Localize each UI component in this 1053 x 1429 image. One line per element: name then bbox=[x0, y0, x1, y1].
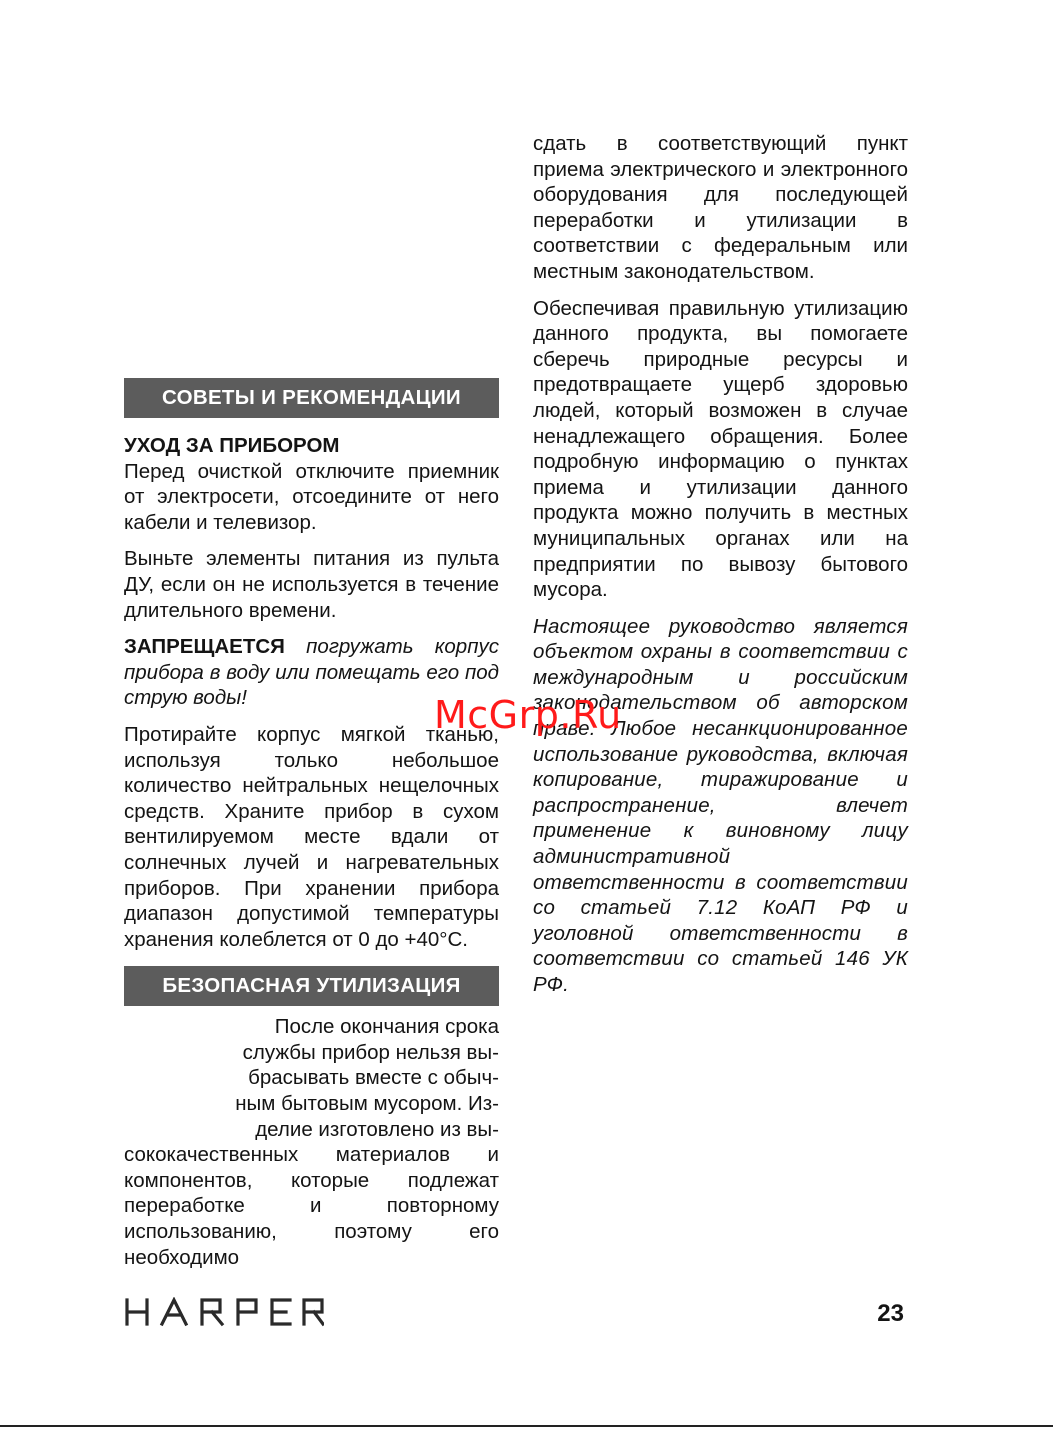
right-column bbox=[533, 131, 908, 1009]
care-paragraph-3: Протирайте корпус мягкой тканью, используя только небольшое количество нейтральных нещелочных средств. Храните прибор в сухом вентилируемом месте вдали от солнечных лучей и нагревательных приборов. При хранении прибора диапазон допустимой температуры хранения колеблется от 0 до +40°С. bbox=[124, 722, 499, 951]
disposal-line: ным бытовым мусором. Из- bbox=[235, 1092, 499, 1116]
care-paragraph-1: Перед очисткой отключите приемник от электросети, отсоедините от него кабели и телевизор. bbox=[124, 459, 499, 534]
left-column bbox=[124, 378, 499, 1281]
disposal-paragraph-rest: сококачественных материалов и компонентов, которые подлежат переработке и повторному использованию, поэтому его необходимо bbox=[124, 1143, 499, 1269]
harper-logo bbox=[124, 1297, 324, 1327]
warning-text: погружать корпус прибора в воду или помещать его под струю воды! bbox=[124, 635, 499, 710]
disposal-continued-paragraph: сдать в соответствующий пункт приема электрического и электронного оборудования для последующей переработки и утилизации в соответствии с федеральным или местным законодательством. bbox=[533, 132, 908, 283]
disposal-line: После окончания срока bbox=[274, 1015, 499, 1039]
page-number: 23 bbox=[877, 1300, 904, 1327]
disposal-line: службы прибор нельзя вы- bbox=[242, 1040, 499, 1064]
section-title-disposal: БЕЗОПАСНАЯ УТИЛИЗАЦИЯ bbox=[124, 966, 499, 1006]
section-title-tips: СОВЕТЫ И РЕКОМЕНДАЦИИ bbox=[124, 378, 499, 418]
watermark: McGrp.Ru bbox=[434, 693, 622, 737]
disposal-text bbox=[124, 1014, 499, 1270]
bottom-rule bbox=[0, 1425, 1053, 1427]
disposal-indented-lines bbox=[124, 1014, 499, 1142]
warning-label: ЗАПРЕЩАЕТСЯ bbox=[124, 635, 285, 659]
care-paragraph-2: Выньте элементы питания из пульта ДУ, если он не используется в течение длительного времени. bbox=[124, 547, 499, 622]
care-heading: УХОД ЗА ПРИБОРОМ bbox=[124, 434, 340, 457]
copyright-notice: Настоящее руководство является объектом охраны в соответствии с международным и российским законодательством об авторском праве. Любое несанкционированное использование руководства, включая копирование, тиражирование и распространение, влечет применение к виновному лицу административной ответственности в соответствии со статьей 7.12 КоАП РФ и уголовной ответственности в соответствии со статьей 146 УК РФ. bbox=[533, 614, 908, 996]
disposal-line: брасывать вместе с обыч- bbox=[248, 1066, 499, 1090]
disposal-line: делие изготовлено из вы- bbox=[255, 1117, 499, 1141]
disposal-benefit-paragraph: Обеспечивая правильную утилизацию данного продукта, вы помогаете сберечь природные ресурсы и предотвращаете ущерб здоровью людей, который возможен в случае ненадлежащего обращения. Более подробную информацию о пунктах приема и утилизации данного продукта можно получить в местных муниципальных органах или на предприятии по вывозу бытового мусора. bbox=[533, 296, 908, 602]
